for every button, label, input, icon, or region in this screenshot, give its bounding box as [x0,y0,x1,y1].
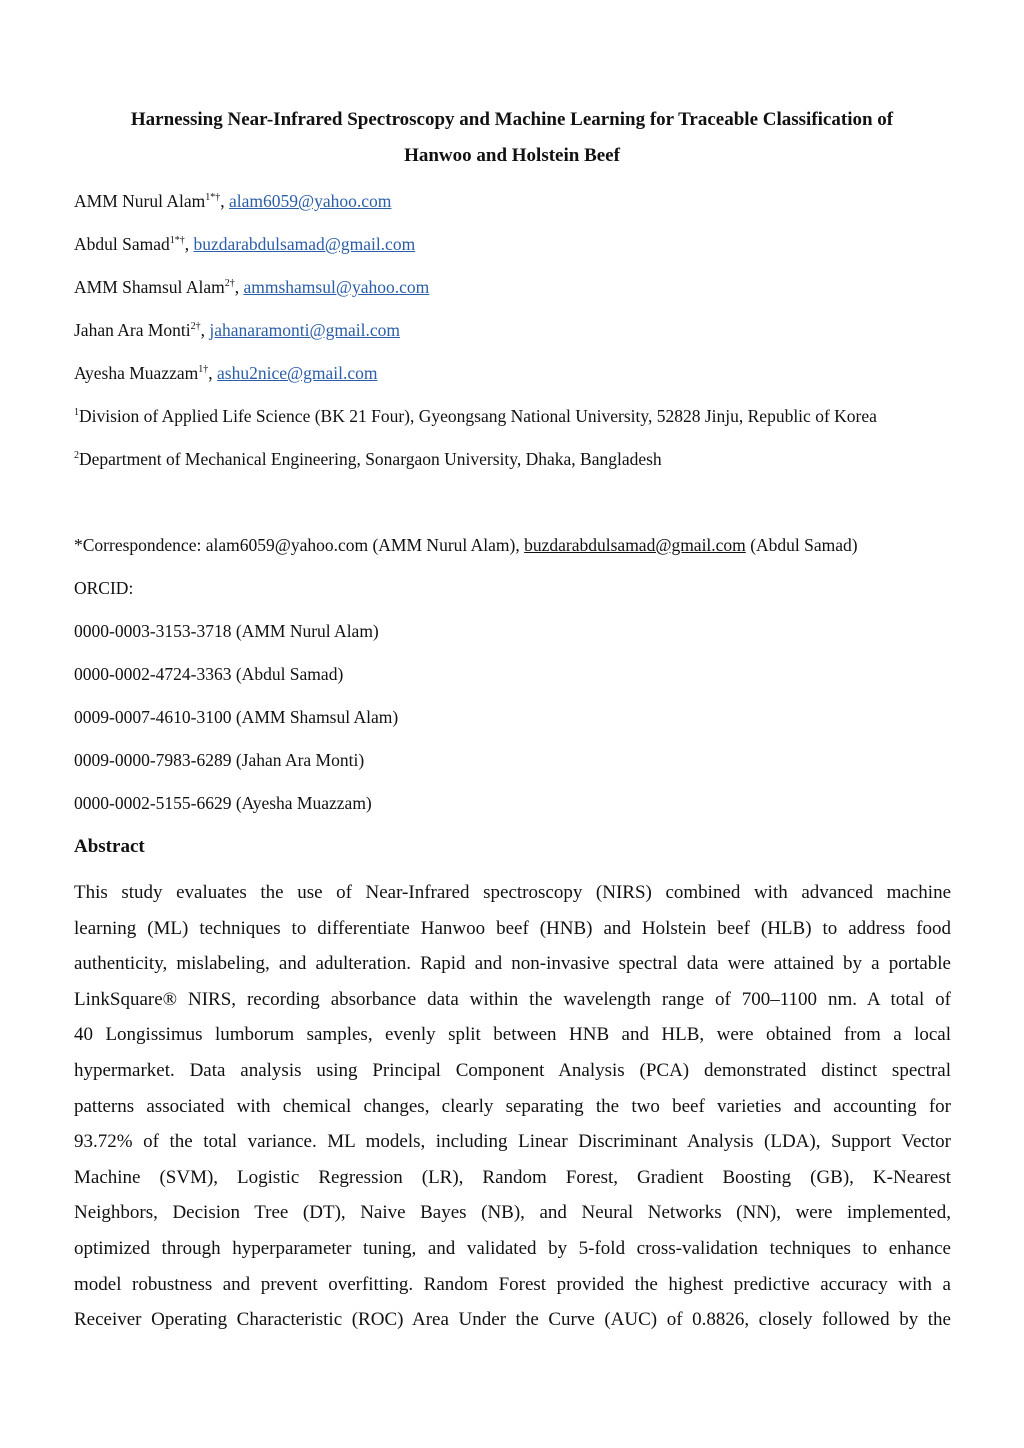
author-line: AMM Shamsul Alam$^{2\dagger}$, ammshamsul@yahoo.com [74,277,430,297]
affiliation-line [74,448,662,470]
title-line-1: Harnessing Near-Infrared Spectroscopy and Machine Learning for Traceable Classification of [130,109,894,130]
abstract-heading: Abstract [74,836,145,857]
paper-title [60,102,964,174]
affiliation-superscript: 1 [74,407,79,418]
correspondence-suffix: (Abdul Samad) [745,535,858,555]
affiliation-line [74,405,877,427]
author-line: Jahan Ara Monti$^{2\dagger}$, jahanaramonti@gmail.com [74,320,400,340]
author-line: Abdul Samad$^{1*\dagger}$, buzdarabdulsamad@gmail.com [74,234,416,254]
orcid-entry: 0009-0000-7983-6289 (Jahan Ara Monti) [74,750,365,770]
author-superscript: 1*† [169,235,185,246]
author-name: Abdul Samad [74,234,170,254]
orcid-entry: 0000-0002-4724-3363 (Abdul Samad) [74,664,344,684]
author-name: AMM Nurul Alam [74,191,206,211]
correspondence-line [74,534,858,556]
abstract-line: hypermarket. Data analysis using Principal Component Analysis (PCA) demonstrated distinct spectral [74,1059,951,1081]
author-superscript: 2† [224,278,235,289]
author-line: AMM Nurul Alam$^{1*\dagger}$, alam6059@yahoo.com [74,191,392,211]
abstract-line: This study evaluates the use of Near-Infrared spectroscopy (NIRS) combined with advanced machine [74,882,951,903]
correspondence-prefix: *Correspondence: alam6059@yahoo.com (AMM Nurul Alam), [74,535,525,555]
author-superscript: 1*† [205,192,221,203]
abstract-line: learning (ML) techniques to differentiate Hanwoo beef (HNB) and Holstein beef (HLB) to address food [74,917,951,939]
author-name: AMM Shamsul Alam [74,277,225,297]
author-name: Jahan Ara Monti [74,320,191,340]
orcid-label: ORCID: [74,578,134,598]
abstract-line: 40 Longissimus lumborum samples, evenly split between HNB and HLB, were obtained from a local [74,1024,951,1046]
author-line: Ayesha Muazzam$^{1\dagger}$, ashu2nice@gmail.com [74,363,378,383]
correspondence-email-link[interactable]: buzdarabdulsamad@gmail.com [524,535,746,555]
abstract-line: Neighbors, Decision Tree (DT), Naive Bayes (NB), and Neural Networks (NN), were implemented, [74,1202,951,1224]
author-email-link[interactable]: buzdarabdulsamad@gmail.com [193,234,416,254]
author-name: Ayesha Muazzam [74,363,199,383]
orcid-entry: 0000-0002-5155-6629 (Ayesha Muazzam) [74,793,372,813]
abstract-line: 93.72% of the total variance. ML models, including Linear Discriminant Analysis (LDA), Support Vector [74,1131,951,1153]
affiliation-text: Division of Applied Life Science (BK 21 Four), Gyeongsang National University, 52828 Jinju, Republic of Korea [79,406,877,426]
author-email-link[interactable]: jahanaramonti@gmail.com [209,320,400,340]
abstract-line: authenticity, mislabeling, and adulteration. Rapid and non-invasive spectral data were attained by a portable [74,953,951,975]
author-email-link[interactable]: ammshamsul@yahoo.com [243,277,430,297]
author-email-link[interactable]: ashu2nice@gmail.com [217,363,378,383]
abstract-line: Machine (SVM), Logistic Regression (LR), Random Forest, Gradient Boosting (GB), K-Nearest [74,1166,951,1188]
title-line-2: Hanwoo and Holstein Beef [404,145,620,166]
abstract-line: model robustness and prevent overfitting. Random Forest provided the highest predictive accuracy with a [74,1273,951,1295]
abstract-line: LinkSquare® NIRS, recording absorbance data within the wavelength range of 700–1100 nm. A total of [74,988,951,1010]
affiliation-text: Department of Mechanical Engineering, Sonargaon University, Dhaka, Bangladesh [79,449,662,469]
author-superscript: 2† [190,321,201,332]
author-email-link[interactable]: alam6059@yahoo.com [229,191,392,211]
abstract-body [74,875,951,1338]
author-superscript: 1† [198,364,209,375]
affiliation-superscript: 2 [74,450,79,461]
orcid-entry: 0000-0003-3153-3718 (AMM Nurul Alam) [74,621,379,641]
orcid-entry: 0009-0007-4610-3100 (AMM Shamsul Alam) [74,707,399,727]
abstract-line: optimized through hyperparameter tuning, and validated by 5-fold cross-validation techniques to enhance [74,1237,951,1259]
abstract-line: patterns associated with chemical changes, clearly separating the two beef varieties and accounting for [74,1095,951,1117]
abstract-line: Receiver Operating Characteristic (ROC) Area Under the Curve (AUC) of 0.8826, closely followed by the [74,1309,951,1331]
